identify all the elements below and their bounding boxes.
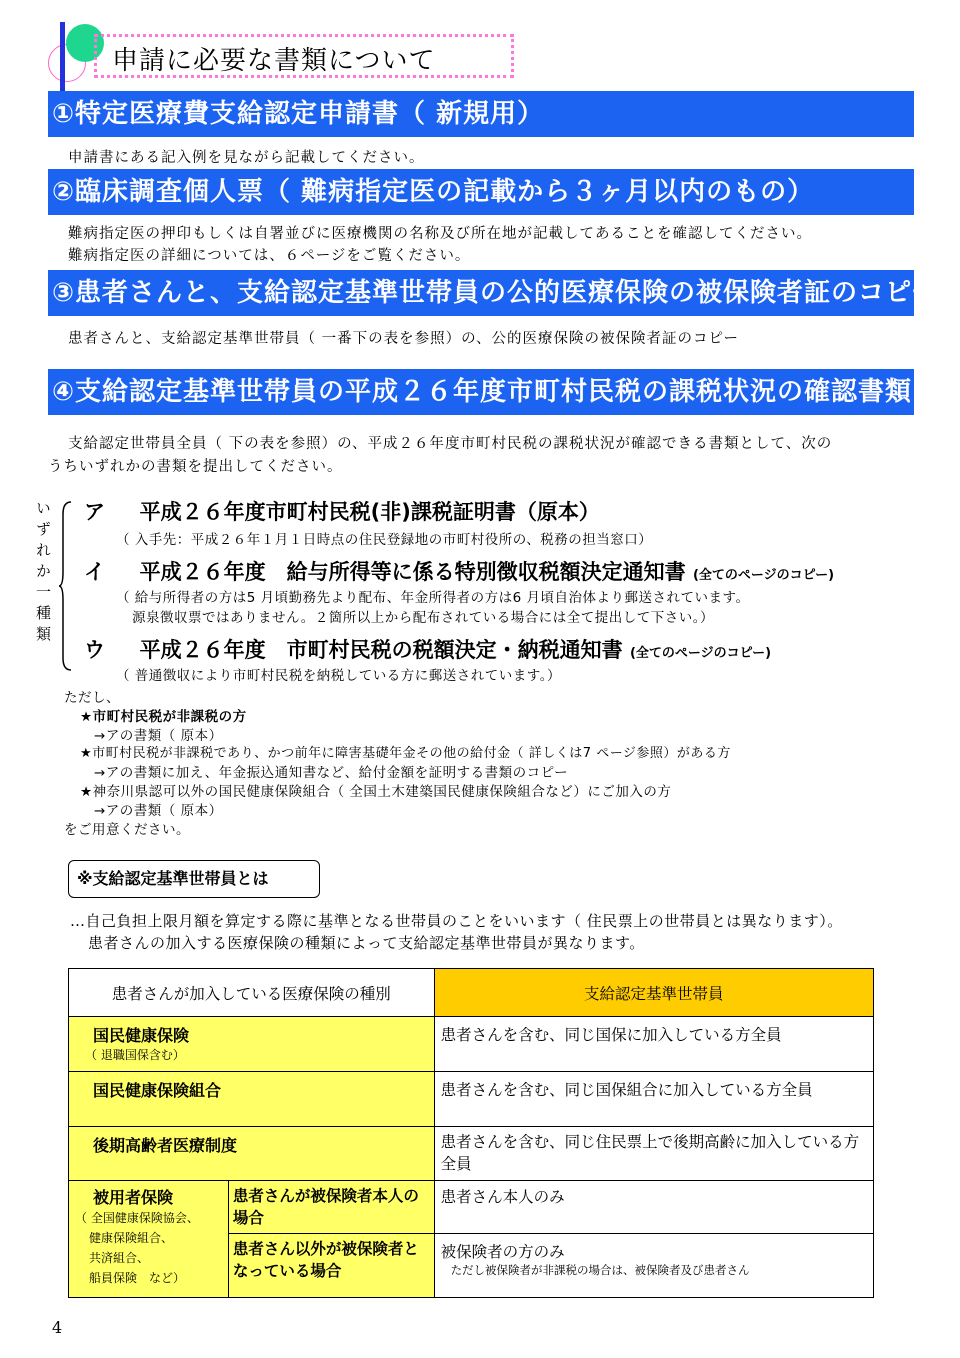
proviso-closing: をご用意ください。 [64,822,190,838]
insurance-type: 国民健康保険組合 [69,1072,435,1127]
section-heading-3: ③患者さんと、支給認定基準世帯員の公的医療保険の被保険者証のコピー [48,270,914,316]
insurance-type: 後期高齢者医療制度 [69,1127,435,1181]
section-heading-1: ①特定医療費支給認定申請書（ 新規用） [48,91,914,137]
proviso-3: ★神奈川県認可以外の国民健康保険組合（ 全国土木建築国民健康保険組合など）にご加入の方 [80,784,672,800]
page-title: 申請に必要な書類について [112,46,436,76]
section-heading-4: ④支給認定基準世帯員の平成２６年度市町村民税の課税状況の確認書類 [48,369,914,415]
section-4-text-2: うちいずれかの書類を提出してください。 [48,459,343,475]
option-u-small: (全てのページのコピー) [629,646,772,661]
employee-sub-4: 船員保険 など） [89,1271,186,1285]
option-u-mark: ウ [84,638,105,662]
employee-sub-2: 健康保険組合、 [89,1231,174,1245]
proviso-intro: ただし、 [64,690,120,706]
employee-sub-1: （ 全国健康保険協会、 [75,1211,199,1225]
section-3-text: 患者さんと、支給認定基準世帯員（ 一番下の表を参照）の、公的医療保険の被保険者証のコピー [68,331,739,347]
insurance-type-cell [69,1017,435,1072]
proviso-1-doc: →アの書類（ 原本） [94,728,223,744]
option-a-mark: ア [84,500,105,524]
member-note: ただし被保険者が非課税の場合は、被保険者及び患者さん [450,1263,750,1277]
option-u-note: （ 普通徴収により市町村民税を納税している方に郵送されています。） [116,668,561,684]
employee-sub-3: 共済組合、 [89,1251,150,1265]
proviso-2-doc: →アの書類に加え、年金振込通知書など、給付金額を証明する書類のコピー [94,765,569,781]
option-i-small: (全てのページのコピー) [692,568,835,583]
proviso-1: ★市町村民税が非課税の方 [80,709,247,725]
choice-label-text: いずれか一種類 [34,500,52,647]
member-text: 被保険者の方のみ [440,1243,565,1261]
option-a-note: （ 入手先：平成２６年１月１日時点の住民登録地の市町村役所の、税務の担当窓口） [116,532,653,548]
table-header-left: 患者さんが加入している医療保険の種別 [69,969,435,1017]
member-cell: 患者さんを含む、同じ国保組合に加入している方全員 [434,1072,873,1127]
insurance-type: 被用者保険 [93,1188,174,1207]
member-cell [434,1234,873,1298]
section-2-text-1: 難病指定医の押印もしくは自署並びに医療機関の名称及び所在地が記載してあることを確認してください。 [68,226,812,242]
option-a [84,496,600,526]
definition-text-2: 患者さんの加入する医療保険の種類によって支給認定基準世帯員が異なります。 [88,934,645,952]
proviso-3-doc: →アの書類（ 原本） [94,803,223,819]
option-a-text: 平成２６年度市町村民税(非)課税証明書（原本） [139,500,600,524]
table-row [69,1127,874,1181]
section-heading-2: ②臨床調査個人票（ 難病指定医の記載から３ヶ月以内のもの） [48,169,914,215]
table-row [69,1072,874,1127]
page-number: 4 [52,1318,63,1337]
proviso-2: ★市町村民税が非課税であり、かつ前年に障害基礎年金その他の給付金（ 詳しくは7 ページ参照）がある方 [80,746,731,761]
option-u-text: 平成２６年度 市町村民税の税額決定・納税通知書 [139,638,623,662]
option-i [84,556,834,586]
brace-icon [58,500,72,672]
table-row [69,1017,874,1072]
table-header-right: 支給認定基準世帯員 [434,969,873,1017]
option-i-note-1: （ 給与所得者の方は5 月頃勤務先より配布、年金所得者の方は6 月頃自治体より郵送されています。 [116,590,750,606]
table-header-row [69,969,874,1017]
option-i-text: 平成２６年度 給与所得等に係る特別徴収税額決定通知書 [139,560,686,584]
definition-label: ※支給認定基準世帯員とは [68,860,320,898]
insurance-type: 国民健康保険 [93,1026,190,1045]
option-i-mark: イ [84,560,105,584]
title-bar-decoration [60,22,65,98]
section-1-text: 申請書にある記入例を見ながら記載してください。 [68,150,425,166]
insurance-type-sub: （ 退職国保含む） [85,1048,185,1062]
employee-insurance-cell [69,1181,229,1298]
member-cell: 患者さんを含む、同じ国保に加入している方全員 [434,1017,873,1072]
option-i-note-2: 源泉徴収票ではありません。２箇所以上から配布されている場合には全て提出して下さい。） [132,610,715,626]
employee-case-1: 患者さんが被保険者本人の場合 [228,1181,434,1234]
member-cell: 患者さん本人のみ [434,1181,873,1234]
section-2-text-2: 難病指定医の詳細については、６ページをご覧ください。 [68,248,471,264]
household-table [68,968,874,1298]
table-row [69,1181,874,1234]
section-4-text-1: 支給認定世帯員全員（ 下の表を参照）の、平成２６年度市町村民税の課税状況が確認できる書類として、次の [68,436,833,452]
choice-vertical-label [30,500,52,647]
option-u [84,634,771,664]
member-cell: 患者さんを含む、同じ住民票上で後期高齢に加入している方全員 [434,1127,873,1181]
employee-case-2: 患者さん以外が被保険者となっている場合 [228,1234,434,1298]
definition-text-1: …自己負担上限月額を算定する際に基準となる世帯員のことをいいます（ 住民票上の世帯員とは異なります）。 [70,912,843,930]
